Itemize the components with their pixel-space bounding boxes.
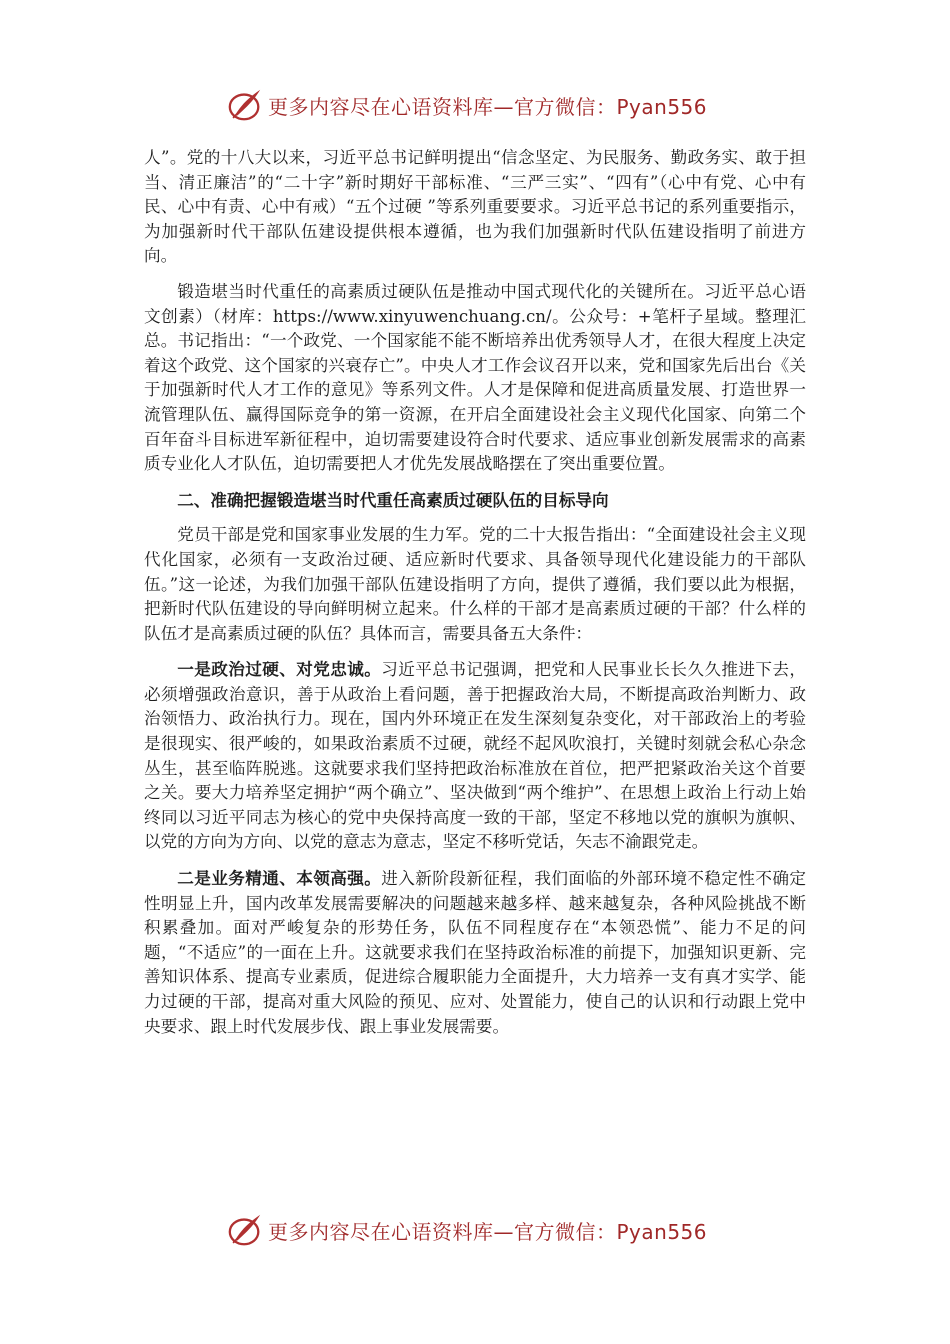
paragraph-1: 人”。党的十八大以来，习近平总书记鲜明提出“信念坚定、为民服务、勤政务实、敢于担当、清正廉洁”的“二十字”新时期好干部标准、“三严三实”、“四有”（心中有党、心中有民、心中有责、心中有戒）“五个过硬 ”等系列重要要求。习近平总书记的系列重要指示，为加强新时代干部队伍建设提供根本遵循，也为我们加强新时代队伍建设指明了前进方向。 [144,148,806,266]
section-heading: 二、准确把握锻造堪当时代重任高素质过硬队伍的目标导向 [177,489,609,510]
paragraph-4-lead: 一是政治过硬、对党忠诚。 [177,659,382,680]
paragraph-4-text: 习近平总书记强调，把党和人民事业长长久久推进下去，必须增强政治意识，善于从政治上看问题，善于把握政治大局，不断提高政治判断力、政治领悟力、政治执行力。现在，国内外环境正在发生深刻复杂变化，对干部政治上的考验是很现实、很严峻的，如果政治素质不过硬，就经不起风吹浪打，关键时刻就会私心杂念丛生，甚至临阵脱逃。这就要求我们坚持把政治标准放在首位，把严把紧政治关这个首要之关。要大力培养坚定拥护“两个确立”、坚决做到“两个维护”、在思想上政治上行动上始终同以习近平同志为核心的党中央保持高度一致的干部，坚定不移地以党的旗帜为旗帜、以党的方向为方向、以党的意志为意志，坚定不移听党话，矢志不渝跟党走。 [144,660,807,852]
paragraph-3: 党员干部是党和国家事业发展的生力军。党的二十大报告指出：“全面建设社会主义现代化国家，必须有一支政治过硬、适应新时代要求、具备领导现代化建设能力的干部队伍。”这一论述，为我们加强干部队伍建设指明了方向，提供了遵循，我们要以此为根据，把新时代队伍建设的导向鲜明树立起来。什么样的干部才是高素质过硬的干部？什么样的队伍才是高素质过硬的队伍？具体而言，需要具备五大条件： [144,525,806,643]
quill-logo-icon [226,86,264,124]
paragraph-2: 锻造堪当时代重任的高素质过硬队伍是推动中国式现代化的关键所在。习近平总心语文创素）（材库：https://www.xinyuwenchuang.cn/。公众号：+笔杆子星域。整理汇总。书记指出：“一个政党、一个国家能不能不断培养出优秀领导人才，在很大程度上决定着这个政党、这个国家的兴衰存亡”。中央人才工作会议召开以来，党和国家先后出台《关于加强新时代人才工作的意见》等系列文件。人才是保障和促进高质量发展、打造世界一流管理队伍、赢得国际竞争的第一资源，在开启全面建设社会主义现代化国家、向第二个百年奋斗目标进军新征程中，迫切需要建设符合时代要求、适应事业创新发展需求的高素质专业化人才队伍，迫切需要把人才优先发展战略摆在了突出重要位置。 [144,281,806,474]
paragraph-5 [144,866,806,1039]
watermark-text: 更多内容尽在心语资料库—官方微信：Pyan556 [268,1219,708,1244]
quill-logo-icon [226,1211,264,1249]
footer-watermark-banner [0,1208,950,1252]
header-watermark-banner [0,83,950,127]
watermark-text: 更多内容尽在心语资料库—官方微信：Pyan556 [268,94,708,119]
paragraph-5-text: 进入新阶段新征程，我们面临的外部环境不稳定性不确定性明显上升，国内改革发展需要解决的问题越来越多样、越来越复杂，各种风险挑战不断积累叠加。面对严峻复杂的形势任务，队伍不同程度存在“本领恐慌”、能力不足的问题，“不适应”的一面在上升。这就要求我们在坚持政治标准的前提下，加强知识更新、完善知识体系、提高专业素质，促进综合履职能力全面提升，大力培养一支有真才实学、能力过硬的干部，提高对重大风险的预见、应对、处置能力，使自己的认识和行动跟上党中央要求、跟上时代发展步伐、跟上事业发展需要。 [144,869,807,1036]
document-body [144,146,806,1050]
paragraph-4 [144,657,806,855]
paragraph-5-lead: 二是业务精通、本领高强。 [177,868,382,889]
